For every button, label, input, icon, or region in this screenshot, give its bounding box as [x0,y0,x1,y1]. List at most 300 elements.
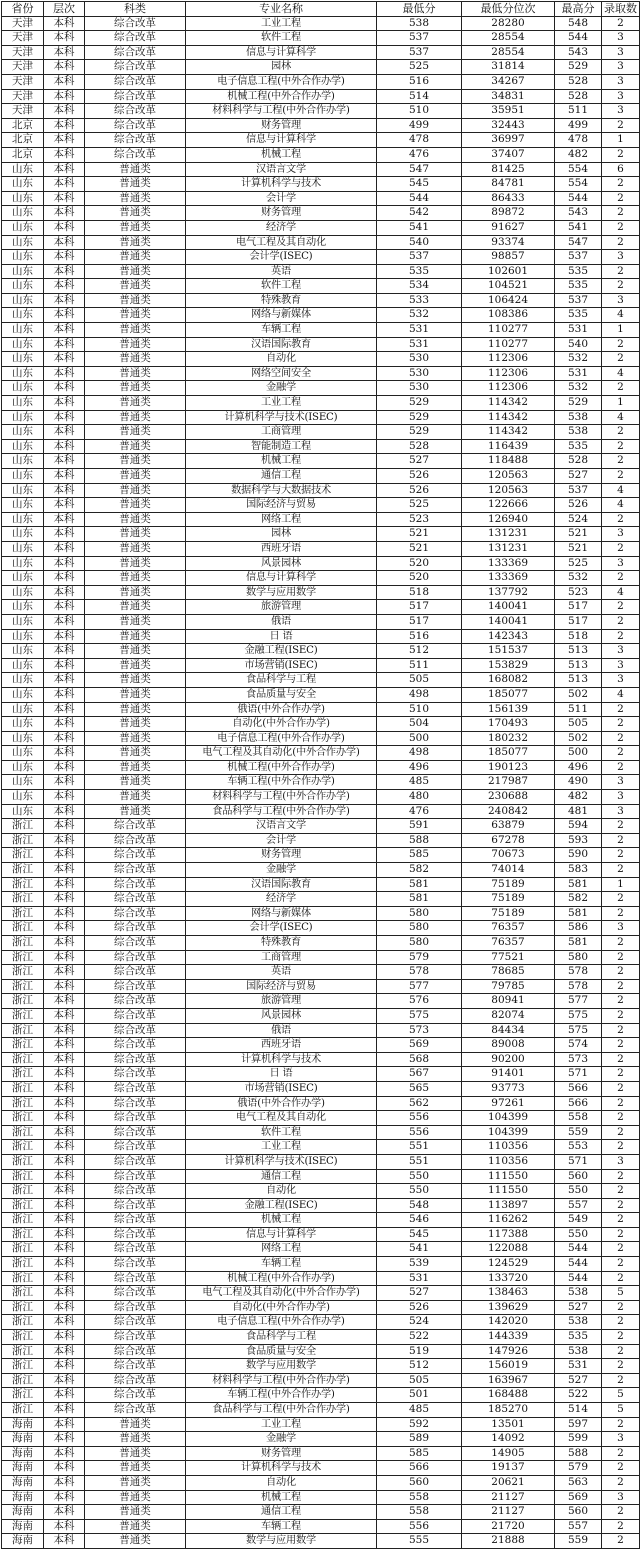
cell-admitted: 2 [602,469,640,484]
cell-min-rank: 156139 [462,702,555,717]
cell-category: 综合改革 [85,950,186,965]
cell-max-score: 543 [555,45,602,60]
cell-province: 海南 [2,1505,44,1520]
cell-admitted: 3 [602,527,640,542]
cell-level: 本科 [44,352,85,367]
cell-level: 本科 [44,1461,85,1476]
cell-min-score: 505 [377,1373,462,1388]
table-row [2,775,640,790]
cell-admitted: 2 [602,906,640,921]
cell-admitted: 2 [602,1140,640,1155]
cell-level: 本科 [44,308,85,323]
cell-level: 本科 [44,644,85,659]
cell-min-rank: 111550 [462,1184,555,1199]
cell-major: 信息与计算科学 [186,1227,377,1242]
cell-min-score: 500 [377,731,462,746]
cell-level: 本科 [44,1330,85,1345]
cell-admitted: 2 [602,1023,640,1038]
cell-max-score: 532 [555,381,602,396]
cell-province: 浙江 [2,979,44,994]
table-row [2,1286,640,1301]
cell-min-score: 516 [377,74,462,89]
cell-major: 市场营销(ISEC) [186,658,377,673]
cell-min-score: 521 [377,541,462,556]
cell-min-score: 578 [377,965,462,980]
cell-major: 财务管理 [186,848,377,863]
cell-admitted: 2 [602,425,640,440]
cell-admitted: 2 [602,994,640,1009]
table-row [2,425,640,440]
cell-province: 浙江 [2,1052,44,1067]
cell-min-score: 569 [377,1038,462,1053]
table-row [2,1038,640,1053]
table-row [2,614,640,629]
cell-min-score: 556 [377,1125,462,1140]
cell-major: 工业工程 [186,396,377,411]
cell-admitted: 1 [602,133,640,148]
cell-level: 本科 [44,191,85,206]
cell-max-score: 529 [555,396,602,411]
cell-major: 机械工程 [186,1213,377,1228]
table-row [2,104,640,119]
cell-max-score: 537 [555,483,602,498]
cell-major: 车辆工程(中外合作办学) [186,1388,377,1403]
cell-max-score: 580 [555,950,602,965]
cell-category: 普通类 [85,804,186,819]
cell-level: 本科 [44,658,85,673]
cell-major: 俄语(中外合作办学) [186,702,377,717]
table-row [2,293,640,308]
cell-category: 普通类 [85,454,186,469]
cell-level: 本科 [44,483,85,498]
cell-min-score: 510 [377,104,462,119]
table-row [2,760,640,775]
cell-province: 山东 [2,541,44,556]
cell-category: 普通类 [85,469,186,484]
cell-category: 综合改革 [85,1169,186,1184]
cell-province: 浙江 [2,1154,44,1169]
cell-category: 综合改革 [85,1315,186,1330]
cell-level: 本科 [44,1242,85,1257]
cell-max-score: 513 [555,644,602,659]
cell-max-score: 583 [555,863,602,878]
cell-min-score: 514 [377,89,462,104]
cell-category: 普通类 [85,352,186,367]
cell-max-score: 593 [555,833,602,848]
cell-category: 普通类 [85,731,186,746]
cell-min-rank: 104521 [462,279,555,294]
cell-province: 海南 [2,1534,44,1549]
cell-province: 山东 [2,235,44,250]
cell-min-rank: 82074 [462,1008,555,1023]
cell-min-score: 562 [377,1096,462,1111]
cell-max-score: 579 [555,1461,602,1476]
cell-province: 浙江 [2,950,44,965]
table-row [2,60,640,75]
cell-category: 综合改革 [85,1140,186,1155]
cell-max-score: 526 [555,498,602,513]
cell-admitted: 2 [602,1344,640,1359]
cell-min-rank: 110277 [462,337,555,352]
cell-category: 综合改革 [85,921,186,936]
cell-max-score: 549 [555,1213,602,1228]
table-row [2,731,640,746]
cell-level: 本科 [44,1198,85,1213]
cell-category: 综合改革 [85,1067,186,1082]
cell-major: 金融工程(ISEC) [186,1198,377,1213]
cell-admitted: 2 [602,118,640,133]
cell-major: 俄语 [186,614,377,629]
cell-category: 普通类 [85,235,186,250]
cell-province: 山东 [2,731,44,746]
table-row [2,600,640,615]
cell-min-rank: 117388 [462,1227,555,1242]
table-row [2,206,640,221]
cell-admitted: 2 [602,848,640,863]
cell-level: 本科 [44,1403,85,1418]
cell-admitted: 3 [602,673,640,688]
cell-major: 财务管理 [186,118,377,133]
table-row [2,804,640,819]
cell-province: 浙江 [2,1096,44,1111]
cell-category: 综合改革 [85,965,186,980]
cell-max-score: 511 [555,702,602,717]
cell-province: 山东 [2,614,44,629]
cell-province: 山东 [2,396,44,411]
cell-province: 山东 [2,469,44,484]
cell-min-score: 582 [377,863,462,878]
cell-max-score: 502 [555,731,602,746]
cell-province: 山东 [2,264,44,279]
cell-min-rank: 21127 [462,1505,555,1520]
cell-min-score: 577 [377,979,462,994]
cell-admitted: 2 [602,1242,640,1257]
table-row [2,1519,640,1534]
cell-min-rank: 75189 [462,906,555,921]
cell-min-rank: 142020 [462,1315,555,1330]
cell-level: 本科 [44,1140,85,1155]
cell-admitted: 5 [602,1286,640,1301]
cell-category: 综合改革 [85,1344,186,1359]
cell-category: 综合改革 [85,118,186,133]
cell-level: 本科 [44,512,85,527]
cell-major: 会计学 [186,833,377,848]
cell-min-score: 524 [377,1315,462,1330]
cell-level: 本科 [44,614,85,629]
cell-category: 综合改革 [85,1213,186,1228]
cell-max-score: 578 [555,979,602,994]
cell-max-score: 544 [555,31,602,46]
table-row [2,1461,640,1476]
cell-level: 本科 [44,439,85,454]
cell-admitted: 2 [602,1461,640,1476]
cell-min-score: 576 [377,994,462,1009]
cell-max-score: 528 [555,74,602,89]
cell-category: 综合改革 [85,1359,186,1374]
cell-level: 本科 [44,1096,85,1111]
cell-category: 普通类 [85,760,186,775]
cell-category: 普通类 [85,381,186,396]
cell-admitted: 1 [602,877,640,892]
cell-min-rank: 104399 [462,1125,555,1140]
cell-min-rank: 19137 [462,1461,555,1476]
cell-max-score: 478 [555,133,602,148]
cell-category: 综合改革 [85,1227,186,1242]
cell-min-score: 523 [377,512,462,527]
cell-province: 山东 [2,600,44,615]
cell-category: 综合改革 [85,1096,186,1111]
cell-level: 本科 [44,1038,85,1053]
cell-min-rank: 122666 [462,498,555,513]
cell-level: 本科 [44,1184,85,1199]
cell-province: 浙江 [2,906,44,921]
cell-admitted: 4 [602,687,640,702]
cell-min-score: 526 [377,483,462,498]
cell-province: 山东 [2,498,44,513]
cell-min-rank: 118488 [462,454,555,469]
table-row [2,439,640,454]
cell-admitted: 3 [602,1432,640,1447]
cell-province: 山东 [2,177,44,192]
cell-major: 食品科学与工程(中外合作办学) [186,804,377,819]
cell-max-score: 525 [555,556,602,571]
cell-province: 山东 [2,162,44,177]
cell-max-score: 553 [555,1140,602,1155]
cell-max-score: 554 [555,162,602,177]
cell-min-rank: 20621 [462,1475,555,1490]
cell-admitted: 2 [602,1271,640,1286]
cell-province: 浙江 [2,1198,44,1213]
cell-category: 综合改革 [85,1330,186,1345]
cell-max-score: 535 [555,279,602,294]
cell-level: 本科 [44,1475,85,1490]
cell-province: 北京 [2,133,44,148]
cell-level: 本科 [44,323,85,338]
cell-min-score: 522 [377,1330,462,1345]
table-row [2,235,640,250]
cell-category: 综合改革 [85,1300,186,1315]
cell-min-score: 537 [377,250,462,265]
cell-category: 综合改革 [85,133,186,148]
cell-province: 山东 [2,760,44,775]
cell-level: 本科 [44,1257,85,1272]
cell-category: 综合改革 [85,1154,186,1169]
cell-level: 本科 [44,133,85,148]
cell-min-score: 485 [377,775,462,790]
cell-level: 本科 [44,1315,85,1330]
cell-category: 综合改革 [85,1184,186,1199]
cell-max-score: 531 [555,323,602,338]
cell-min-score: 547 [377,162,462,177]
cell-min-score: 517 [377,600,462,615]
cell-admitted: 2 [602,1081,640,1096]
cell-admitted: 2 [602,220,640,235]
cell-province: 浙江 [2,1081,44,1096]
cell-category: 普通类 [85,629,186,644]
cell-major: 会计学(ISEC) [186,921,377,936]
table-row [2,819,640,834]
cell-category: 普通类 [85,220,186,235]
cell-level: 本科 [44,1505,85,1520]
cell-level: 本科 [44,381,85,396]
cell-province: 浙江 [2,1213,44,1228]
cell-province: 山东 [2,323,44,338]
cell-max-score: 502 [555,687,602,702]
cell-major: 自动化(中外合作办学) [186,717,377,732]
cell-admitted: 2 [602,746,640,761]
cell-major: 风景园林 [186,1008,377,1023]
cell-min-score: 579 [377,950,462,965]
cell-province: 海南 [2,1432,44,1447]
cell-admitted: 2 [602,541,640,556]
cell-min-rank: 180232 [462,731,555,746]
cell-major: 信息与计算科学 [186,133,377,148]
cell-major: 网络空间安全 [186,366,377,381]
cell-province: 浙江 [2,1315,44,1330]
table-row [2,498,640,513]
table-row [2,250,640,265]
cell-min-score: 529 [377,410,462,425]
header-max-score: 最高分 [555,2,602,17]
cell-admitted: 4 [602,366,640,381]
cell-min-rank: 185270 [462,1403,555,1418]
cell-max-score: 532 [555,571,602,586]
cell-min-rank: 89008 [462,1038,555,1053]
cell-max-score: 527 [555,469,602,484]
cell-category: 综合改革 [85,877,186,892]
cell-min-rank: 124529 [462,1257,555,1272]
cell-min-score: 539 [377,1257,462,1272]
cell-major: 材料科学与工程(中外合作办学) [186,790,377,805]
cell-level: 本科 [44,425,85,440]
cell-min-score: 560 [377,1475,462,1490]
cell-max-score: 597 [555,1417,602,1432]
cell-admitted: 2 [602,629,640,644]
cell-max-score: 531 [555,366,602,381]
cell-category: 普通类 [85,644,186,659]
cell-major: 机械工程(中外合作办学) [186,89,377,104]
cell-max-score: 490 [555,775,602,790]
cell-admitted: 2 [602,1213,640,1228]
cell-min-score: 516 [377,629,462,644]
cell-category: 普通类 [85,1446,186,1461]
cell-level: 本科 [44,1373,85,1388]
cell-admitted: 3 [602,250,640,265]
header-min-rank: 最低分位次 [462,2,555,17]
cell-major: 金融学 [186,1432,377,1447]
table-row [2,89,640,104]
cell-level: 本科 [44,541,85,556]
cell-min-rank: 89872 [462,206,555,221]
cell-min-rank: 102601 [462,264,555,279]
cell-major: 汉语言文学 [186,162,377,177]
cell-level: 本科 [44,250,85,265]
cell-min-rank: 79785 [462,979,555,994]
cell-min-score: 517 [377,614,462,629]
cell-admitted: 3 [602,921,640,936]
cell-major: 工业工程 [186,16,377,31]
cell-major: 金融学 [186,381,377,396]
cell-category: 综合改革 [85,848,186,863]
cell-level: 本科 [44,162,85,177]
cell-major: 车辆工程 [186,323,377,338]
cell-min-rank: 114342 [462,410,555,425]
cell-max-score: 559 [555,1125,602,1140]
cell-min-score: 504 [377,717,462,732]
table-row [2,541,640,556]
cell-category: 普通类 [85,1432,186,1447]
table-row [2,1344,640,1359]
table-row [2,1373,640,1388]
cell-level: 本科 [44,979,85,994]
cell-province: 浙江 [2,1300,44,1315]
cell-major: 车辆工程 [186,1257,377,1272]
cell-max-score: 535 [555,308,602,323]
cell-min-rank: 93374 [462,235,555,250]
table-row [2,936,640,951]
cell-level: 本科 [44,717,85,732]
cell-province: 山东 [2,439,44,454]
cell-min-score: 585 [377,1446,462,1461]
cell-min-rank: 98857 [462,250,555,265]
cell-min-rank: 75189 [462,877,555,892]
cell-category: 综合改革 [85,1257,186,1272]
cell-province: 山东 [2,702,44,717]
table-row [2,279,640,294]
cell-min-rank: 140041 [462,600,555,615]
table-row [2,673,640,688]
cell-major: 汉语国际教育 [186,337,377,352]
cell-max-score: 500 [555,746,602,761]
cell-admitted: 2 [602,191,640,206]
cell-max-score: 560 [555,1169,602,1184]
cell-max-score: 513 [555,658,602,673]
cell-major: 电气工程及其自动化 [186,235,377,250]
cell-admitted: 2 [602,1417,640,1432]
cell-province: 海南 [2,1461,44,1476]
cell-max-score: 527 [555,1300,602,1315]
cell-min-rank: 84434 [462,1023,555,1038]
cell-min-rank: 86433 [462,191,555,206]
cell-level: 本科 [44,1213,85,1228]
cell-min-score: 550 [377,1169,462,1184]
cell-major: 机械工程 [186,147,377,162]
cell-admitted: 2 [602,454,640,469]
table-row [2,717,640,732]
cell-category: 普通类 [85,396,186,411]
cell-province: 天津 [2,45,44,60]
header-major: 专业名称 [186,2,377,17]
cell-major: 自动化(中外合作办学) [186,1300,377,1315]
cell-province: 山东 [2,571,44,586]
cell-category: 普通类 [85,1461,186,1476]
cell-province: 天津 [2,89,44,104]
cell-min-rank: 28280 [462,16,555,31]
cell-level: 本科 [44,31,85,46]
cell-max-score: 581 [555,906,602,921]
table-row [2,1505,640,1520]
cell-min-score: 526 [377,469,462,484]
cell-level: 本科 [44,877,85,892]
cell-min-score: 498 [377,687,462,702]
cell-min-rank: 131231 [462,527,555,542]
cell-major: 汉语言文学 [186,819,377,834]
cell-major: 材料科学与工程(中外合作办学) [186,1373,377,1388]
header-min-score: 最低分 [377,2,462,17]
cell-province: 浙江 [2,1257,44,1272]
cell-min-score: 530 [377,381,462,396]
cell-province: 山东 [2,790,44,805]
